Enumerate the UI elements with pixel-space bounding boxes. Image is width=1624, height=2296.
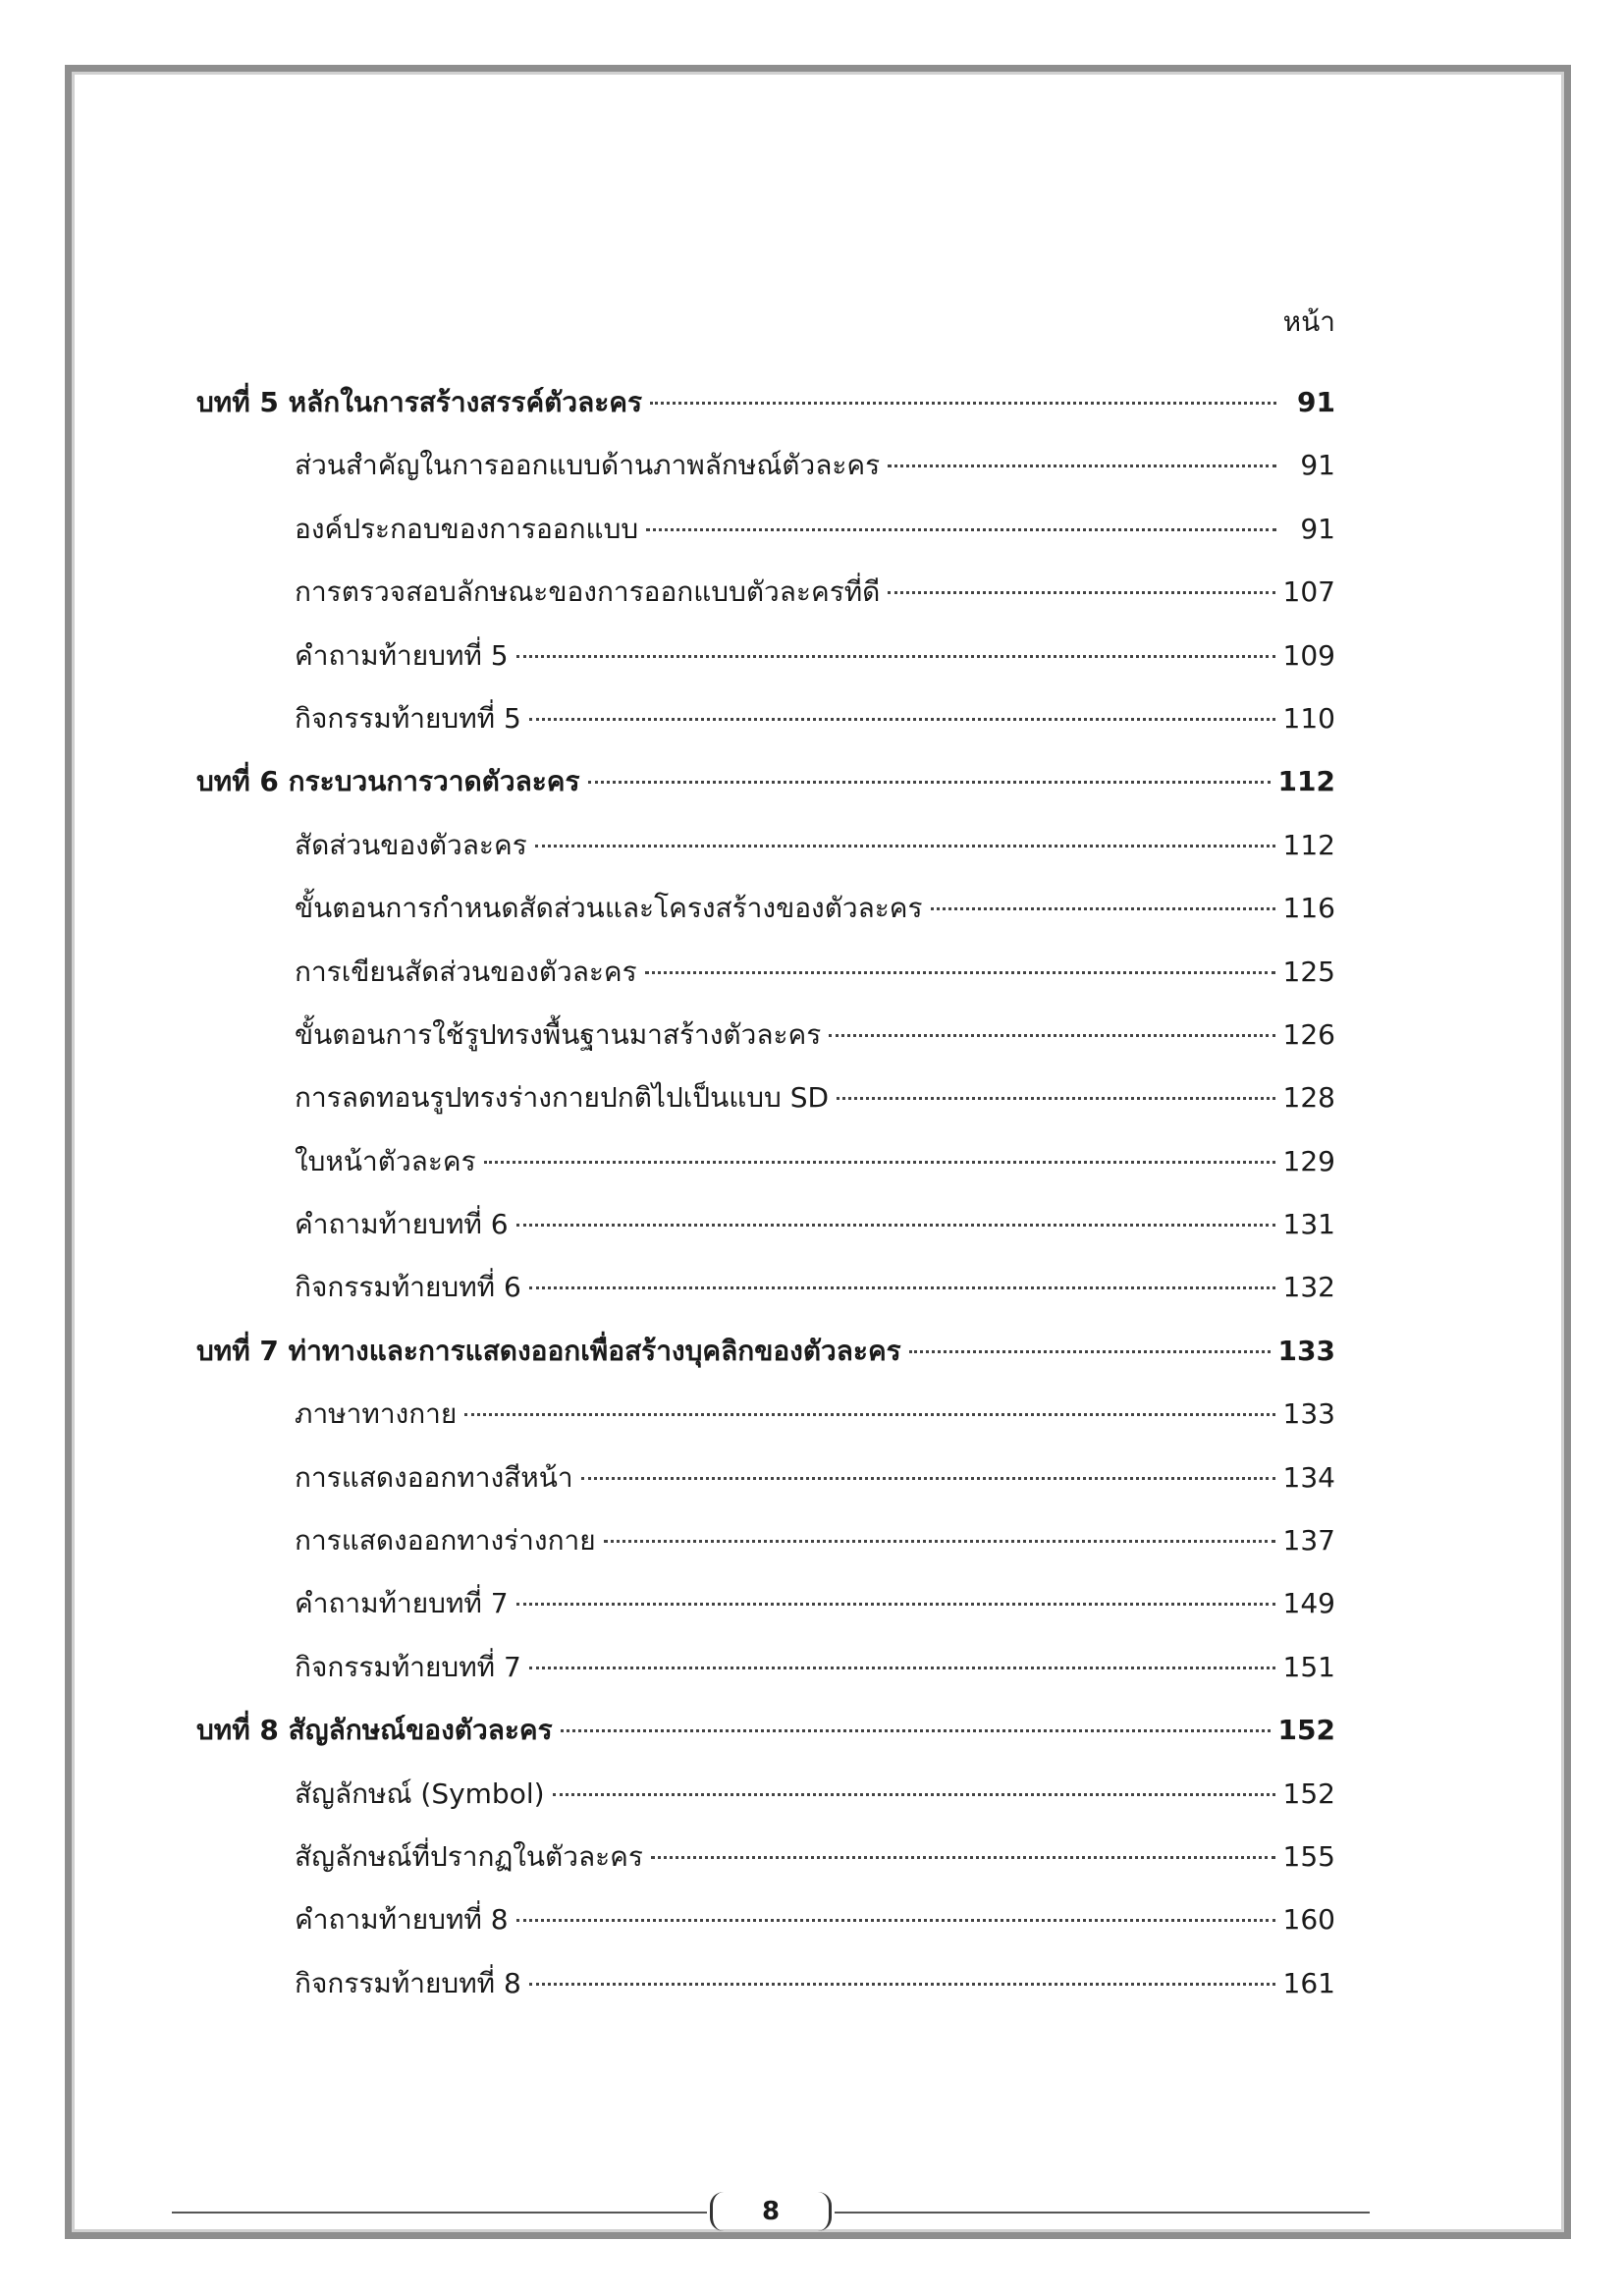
toc-item-row	[196, 1765, 1335, 1828]
toc-entry-page: 155	[1282, 1839, 1335, 1873]
toc-item-row	[196, 1132, 1335, 1195]
toc-entry-page: 112	[1277, 765, 1335, 798]
toc-entry-page: 125	[1282, 955, 1335, 988]
toc-item-row	[196, 1638, 1335, 1701]
toc-item-row	[196, 627, 1335, 689]
dot-leader	[888, 591, 1274, 594]
dot-leader	[909, 1350, 1271, 1353]
dot-leader	[516, 1919, 1275, 1922]
toc-entry-page: 132	[1282, 1271, 1335, 1304]
toc-entry-page: 110	[1282, 701, 1335, 735]
toc-entry-page: 107	[1282, 575, 1335, 609]
toc-entry-title: กิจกรรมท้ายบทที่ 7	[295, 1650, 521, 1683]
toc-entry-title: กิจกรรมท้ายบทที่ 8	[295, 1966, 521, 1999]
toc-entry-title: ส่วนสำคัญในการออกแบบด้านภาพลักษณ์ตัวละคร	[295, 449, 881, 482]
toc-entry-title: บทที่ 6 กระบวนการวาดตัวละคร	[196, 765, 580, 798]
toc-item-row	[196, 1006, 1335, 1068]
toc-item-row	[196, 1574, 1335, 1637]
footer-rule-left	[172, 2212, 707, 2214]
toc-entry-title: บทที่ 5 หลักในการสร้างสรรค์ตัวละคร	[196, 386, 643, 418]
table-of-contents	[196, 373, 1335, 2017]
toc-entry-page: 129	[1282, 1144, 1335, 1177]
toc-entry-title: บทที่ 8 สัญลักษณ์ของตัวละคร	[196, 1714, 553, 1747]
toc-entry-title: คำถามท้ายบทที่ 6	[295, 1208, 509, 1241]
toc-entry-title: สัดส่วนของตัวละคร	[295, 828, 527, 861]
page-footer	[172, 2192, 1370, 2231]
dot-leader	[581, 1477, 1275, 1480]
toc-entry-title: สัญลักษณ์ที่ปรากฏในตัวละคร	[295, 1839, 643, 1873]
toc-entry-title: การเขียนสัดส่วนของตัวละคร	[295, 955, 637, 988]
toc-item-row	[196, 879, 1335, 942]
toc-entry-page: 151	[1282, 1650, 1335, 1683]
toc-entry-page: 131	[1282, 1208, 1335, 1241]
footer-rule-right	[835, 2212, 1370, 2214]
dot-leader	[888, 465, 1276, 467]
toc-item-row	[196, 1890, 1335, 1953]
toc-entry-title: คำถามท้ายบทที่ 8	[295, 1903, 509, 1937]
footer-bracket-right	[815, 2192, 832, 2231]
dot-leader	[529, 1286, 1275, 1289]
dot-leader	[553, 1793, 1275, 1796]
toc-entry-title: การตรวจสอบลักษณะของการออกแบบตัวละครที่ดี	[295, 575, 881, 609]
toc-entry-page: 137	[1282, 1524, 1335, 1558]
toc-entry-page: 161	[1282, 1966, 1335, 1999]
toc-chapter-row	[196, 1322, 1335, 1385]
toc-entry-title: ขั้นตอนการกำหนดสัดส่วนและโครงสร้างของตัวละคร	[295, 892, 923, 925]
toc-entry-title: ใบหน้าตัวละคร	[295, 1144, 476, 1177]
toc-entry-page: 149	[1282, 1587, 1335, 1620]
toc-item-row	[196, 689, 1335, 752]
toc-chapter-row	[196, 1701, 1335, 1764]
toc-entry-page: 109	[1282, 638, 1335, 672]
toc-item-row	[196, 1258, 1335, 1321]
toc-item-row	[196, 816, 1335, 879]
dot-leader	[464, 1413, 1274, 1416]
toc-item-row	[196, 1195, 1335, 1258]
dot-leader	[484, 1161, 1275, 1164]
dot-leader	[651, 1856, 1275, 1859]
toc-item-row	[196, 1385, 1335, 1448]
dot-leader	[588, 781, 1271, 784]
toc-item-row	[196, 563, 1335, 626]
toc-item-row	[196, 1511, 1335, 1574]
toc-chapter-row	[196, 752, 1335, 815]
toc-item-row	[196, 500, 1335, 563]
toc-entry-page: 91	[1297, 386, 1335, 418]
toc-entry-title: ขั้นตอนการใช้รูปทรงพื้นฐานมาสร้างตัวละคร	[295, 1017, 822, 1051]
dot-leader	[529, 718, 1275, 721]
toc-entry-page: 91	[1300, 512, 1335, 545]
dot-leader	[604, 1540, 1275, 1543]
toc-chapter-row	[196, 373, 1335, 436]
toc-entry-page: 116	[1282, 892, 1335, 925]
toc-entry-title: กิจกรรมท้ายบทที่ 6	[295, 1271, 521, 1304]
toc-entry-title: การลดทอนรูปทรงร่างกายปกติไปเป็นแบบ SD	[295, 1081, 830, 1115]
dot-leader	[516, 655, 1275, 658]
dot-leader	[516, 1224, 1275, 1227]
toc-entry-title: ภาษาทางกาย	[295, 1397, 458, 1431]
toc-entry-title: บทที่ 7 ท่าทางและการแสดงออกเพื่อสร้างบุคลิกของตัวละคร	[196, 1334, 901, 1367]
toc-entry-page: 133	[1282, 1397, 1335, 1431]
dot-leader	[529, 1667, 1275, 1669]
dot-leader	[535, 845, 1275, 847]
toc-entry-page: 152	[1277, 1714, 1335, 1747]
toc-entry-title: องค์ประกอบของการออกแบบ	[295, 512, 639, 545]
dot-leader	[529, 1983, 1275, 1986]
toc-item-row	[196, 1954, 1335, 2017]
toc-entry-title: กิจกรรมท้ายบทที่ 5	[295, 701, 521, 735]
toc-item-row	[196, 1449, 1335, 1511]
dot-leader	[931, 907, 1275, 910]
toc-item-row	[196, 1068, 1335, 1131]
toc-item-row	[196, 943, 1335, 1006]
dot-leader	[645, 971, 1275, 974]
toc-entry-page: 134	[1282, 1460, 1335, 1494]
dot-leader	[829, 1034, 1274, 1037]
toc-entry-page: 126	[1282, 1017, 1335, 1051]
toc-entry-title: สัญลักษณ์ (Symbol)	[295, 1777, 545, 1810]
toc-item-row	[196, 1828, 1335, 1890]
toc-entry-page: 152	[1282, 1777, 1335, 1810]
toc-entry-page: 160	[1282, 1903, 1335, 1937]
dot-leader	[561, 1729, 1271, 1732]
dot-leader	[837, 1097, 1275, 1100]
toc-entry-page: 128	[1282, 1081, 1335, 1115]
toc-entry-title: การแสดงออกทางร่างกาย	[295, 1524, 596, 1558]
dot-leader	[650, 402, 1276, 405]
toc-item-row	[196, 436, 1335, 499]
toc-entry-title: การแสดงออกทางสีหน้า	[295, 1460, 573, 1494]
toc-entry-page: 112	[1282, 828, 1335, 861]
dot-leader	[646, 528, 1276, 531]
toc-entry-page: 133	[1277, 1334, 1335, 1367]
toc-entry-title: คำถามท้ายบทที่ 5	[295, 638, 509, 672]
page-column-label: หน้า	[1282, 305, 1335, 338]
toc-entry-title: คำถามท้ายบทที่ 7	[295, 1587, 509, 1620]
toc-entry-page: 91	[1300, 449, 1335, 482]
dot-leader	[516, 1603, 1275, 1606]
page-number: 8	[761, 2197, 781, 2226]
